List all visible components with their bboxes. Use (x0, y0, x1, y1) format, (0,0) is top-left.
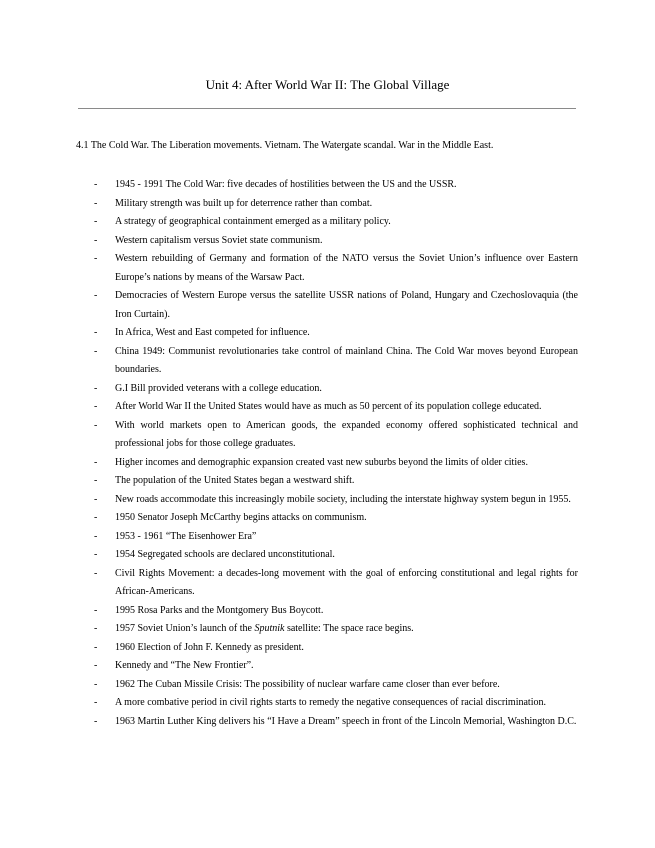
list-item-text: 1962 The Cuban Missile Crisis: The possibility of nuclear warfare came closer than ever before. (115, 678, 500, 690)
list-item (76, 565, 578, 602)
list-item-text: 1995 Rosa Parks and the Montgomery Bus Boycott. (115, 604, 324, 616)
bullet-marker: - (94, 715, 98, 727)
bullet-marker: - (94, 660, 98, 671)
list-item (76, 509, 578, 528)
list-item (76, 454, 578, 473)
list-item-text: With world markets open to American goods, the expanded economy offered sophisticated technical and professional jobs for those college graduates. (115, 419, 578, 449)
list-item (76, 620, 578, 639)
bullet-marker: - (94, 604, 98, 616)
bullet-marker: - (94, 549, 98, 560)
list-item (76, 324, 578, 343)
list-item (76, 250, 578, 287)
list-item-text-before: 1957 Soviet Union’s launch of the (115, 623, 255, 634)
sputnik-italic: Sputnik (254, 623, 285, 634)
bullet-marker: - (94, 475, 98, 486)
list-item (76, 213, 578, 232)
bullet-marker: - (94, 234, 98, 246)
list-item-text: Western capitalism versus Soviet state communism. (115, 234, 323, 246)
bullet-marker: - (94, 345, 98, 357)
bullet-marker: - (94, 641, 98, 653)
list-item (76, 287, 578, 324)
bullet-marker: - (94, 401, 98, 412)
list-item-text: New roads accommodate this increasingly mobile society, including the interstate highway system begun in 1955. (115, 493, 571, 505)
bullet-marker: - (94, 216, 98, 227)
list-item-text: Kennedy and “The New Frontier”. (115, 660, 254, 671)
list-item-text: A more combative period in civil rights starts to remedy the negative consequences of racial discrimination. (115, 697, 546, 708)
list-item-text: China 1949: Communist revolutionaries take control of mainland China. The Cold War moves beyond European boundaries. (115, 345, 578, 375)
bullet-marker: - (94, 456, 98, 468)
list-item-text: Western rebuilding of Germany and formation of the NATO versus the Soviet Union’s influence over Eastern Europe’s nations by means of the Warsaw Pact. (115, 253, 578, 283)
list-item (76, 176, 578, 195)
bullet-marker: - (94, 512, 98, 523)
bullet-marker: - (94, 678, 98, 690)
bullet-marker: - (94, 697, 98, 708)
bullet-marker: - (94, 567, 98, 579)
list-item (76, 602, 578, 621)
list-item-text: 1945 - 1991 The Cold War: five decades of hostilities between the US and the USSR. (115, 179, 457, 190)
list-item-text: 1963 Martin Luther King delivers his “I Have a Dream” speech in front of the Lincoln Memorial, Washington D.C. (115, 715, 577, 727)
list-item-text: 1953 - 1961 “The Eisenhower Era” (115, 530, 257, 542)
bullet-list (76, 176, 578, 731)
bullet-marker: - (94, 179, 98, 190)
list-item (76, 639, 578, 658)
list-item (76, 546, 578, 565)
bullet-marker: - (94, 327, 98, 338)
bullet-marker: - (94, 623, 98, 634)
list-item (76, 713, 578, 732)
list-item (76, 694, 578, 713)
list-item-text: Military strength was built up for deterrence rather than combat. (115, 197, 373, 209)
list-item (76, 417, 578, 454)
section-heading: 4.1 The Cold War. The Liberation movements. Vietnam. The Watergate scandal. War in the Middle East. (76, 140, 494, 151)
bullet-marker: - (94, 197, 98, 209)
list-item (76, 343, 578, 380)
list-item (76, 676, 578, 695)
bullet-marker: - (94, 530, 98, 542)
list-item-text: Civil Rights Movement: a decades-long movement with the goal of enforcing constitutional and legal rights for African-Americans. (115, 567, 578, 597)
list-item-text: After World War II the United States would have as much as 50 percent of its population college educated. (115, 401, 542, 412)
list-item-text: In Africa, West and East competed for influence. (115, 327, 310, 338)
list-item (76, 472, 578, 491)
page-title: Unit 4: After World War II: The Global Village (205, 77, 450, 92)
bullet-marker: - (94, 382, 98, 394)
list-item (76, 657, 578, 676)
bullet-marker: - (94, 253, 98, 264)
list-item-text-after: satellite: The space race begins. (284, 623, 414, 634)
list-item-text: 1954 Segregated schools are declared unconstitutional. (115, 549, 335, 560)
list-item (76, 398, 578, 417)
list-item (76, 491, 578, 510)
bullet-marker: - (94, 493, 98, 505)
list-item-text: A strategy of geographical containment emerged as a military policy. (115, 216, 391, 227)
list-item-text: Democracies of Western Europe versus the satellite USSR nations of Poland, Hungary and Czechoslovaquia (the Iron Curtain). (115, 290, 578, 320)
title-divider (78, 108, 576, 109)
bullet-marker: - (94, 419, 98, 431)
list-item-text: Higher incomes and demographic expansion created vast new suburbs beyond the limits of older cities. (115, 456, 528, 468)
bullet-marker: - (94, 290, 98, 301)
list-item-text: G.I Bill provided veterans with a college education. (115, 382, 322, 394)
list-item (76, 232, 578, 251)
list-item (76, 380, 578, 399)
list-item-text: 1950 Senator Joseph McCarthy begins attacks on communism. (115, 512, 367, 523)
list-item (76, 528, 578, 547)
list-item (76, 195, 578, 214)
list-item-text: 1960 Election of John F. Kennedy as president. (115, 641, 304, 653)
list-item-text: The population of the United States began a westward shift. (115, 475, 355, 486)
